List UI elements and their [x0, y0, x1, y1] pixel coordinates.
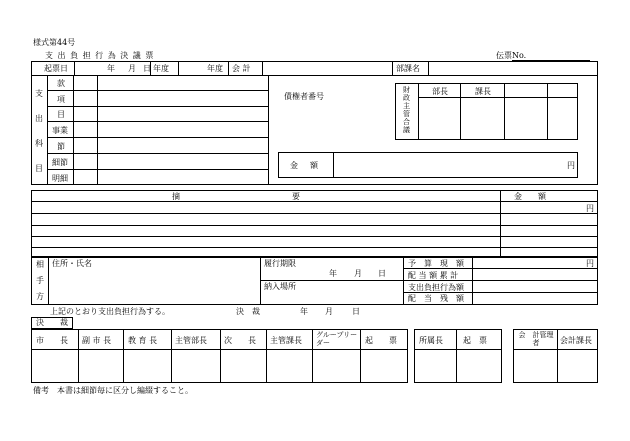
row-label-meisai: 明細 — [52, 174, 68, 183]
signature-divider — [312, 329, 313, 383]
sig-mayor: 市 長 — [36, 336, 68, 345]
decision-label: 決 裁 — [236, 307, 260, 316]
row-label-jigyou: 事業 — [52, 126, 68, 135]
row-label-kan: 款 — [57, 79, 65, 88]
row1-divider — [178, 61, 179, 75]
deadline-year: 年 — [329, 269, 337, 278]
signature-divider — [557, 329, 558, 383]
summary-header-line — [31, 201, 598, 202]
department-label: 部課名 — [396, 64, 420, 73]
budget-row-3: 支出負担行為額 — [408, 283, 464, 292]
director-label: 部長 — [432, 87, 448, 96]
sig-education-head: 教 育 長 — [128, 336, 158, 345]
left-row-line — [47, 137, 268, 138]
approval-divider — [418, 83, 419, 140]
decision-box-label: 決 裁 — [36, 318, 68, 327]
expenditure-char-3: 科 — [35, 139, 43, 148]
fiscal-year-label: 年度 — [153, 64, 169, 73]
account-label: 会 計 — [232, 64, 251, 73]
row-label-saisetsu: 細節 — [52, 158, 68, 167]
row-label-kou: 項 — [57, 95, 65, 104]
amount-divider — [333, 152, 334, 178]
amount-box — [278, 152, 578, 178]
expenditure-char-4: 目 — [35, 164, 43, 173]
sig-dept-head: 所属長 — [419, 336, 443, 345]
left-row-line — [47, 121, 268, 122]
counterparty-char-1: 相 — [36, 260, 44, 269]
sig-deputy-director: 次 長 — [224, 336, 256, 345]
form-number: 様式第44号 — [33, 38, 76, 47]
summary-row-line — [31, 225, 598, 226]
sig-accounting-chief: 会計課長 — [560, 336, 592, 345]
summary-amount-label: 金 額 — [514, 192, 546, 201]
sig-accounting-manager: 会 計管理者 — [518, 331, 554, 347]
left-row-line — [47, 106, 268, 107]
signature-divider — [78, 329, 79, 383]
sig-deputy-mayor: 副 市 長 — [82, 336, 112, 345]
left-row-line — [47, 153, 268, 154]
summary-label: 摘 要 — [172, 192, 300, 201]
sig-issuer: 起 票 — [365, 336, 397, 345]
deadline-label: 履行期限 — [264, 259, 296, 268]
row1-divider — [74, 61, 75, 75]
footer-note: 備考 本書は細節毎に区分し編綴すること。 — [33, 386, 193, 395]
deadline-day: 日 — [378, 269, 386, 278]
signature-divider — [456, 329, 457, 383]
signature-divider — [123, 329, 124, 383]
decision-month: 月 — [325, 307, 333, 316]
counterparty-divider — [472, 257, 473, 305]
left-block-divider — [268, 75, 269, 185]
creditor-number-label: 債権者番号 — [284, 92, 324, 101]
form-title: 支 出 負 担 行 為 決 議 票 — [45, 51, 155, 60]
decision-year: 年 — [300, 307, 308, 316]
approval-divider — [547, 83, 548, 140]
counterparty-char-2: 手 — [36, 276, 44, 285]
summary-yen: 円 — [586, 204, 594, 213]
row1-divider — [262, 61, 263, 75]
budget-row-1: 予 算 現 額 — [408, 259, 464, 268]
decision-statement: 上記のとおり支出負担行為する。 — [50, 307, 170, 316]
budget-row-4: 配 当 残 額 — [408, 294, 464, 303]
summary-row-line — [31, 236, 598, 237]
expenditure-char-2: 出 — [35, 114, 43, 123]
row1-divider — [392, 61, 393, 75]
left-row-line — [47, 169, 268, 170]
row-label-moku: 目 — [57, 110, 65, 119]
summary-row-line — [31, 213, 598, 214]
issue-year: 年 — [107, 64, 115, 73]
left-row-line — [47, 90, 268, 91]
row1-divider — [428, 61, 429, 75]
amount-yen: 円 — [567, 161, 575, 170]
sig-group-leader: グループリーダー — [316, 331, 358, 347]
signature-divider — [220, 329, 221, 383]
summary-row-line — [31, 247, 598, 248]
deadline-month: 月 — [354, 269, 362, 278]
counterparty-divider — [403, 257, 404, 305]
sig-director: 主管部長 — [175, 336, 207, 345]
address-name-label: 住所・氏名 — [52, 259, 92, 268]
issue-date-label: 起票日 — [44, 64, 68, 73]
signature-divider — [266, 329, 267, 383]
expenditure-char-1: 支 — [35, 89, 43, 98]
row1-bottom-line — [31, 75, 598, 76]
section-chief-label: 課長 — [475, 87, 491, 96]
delivery-place-label: 納入場所 — [264, 282, 296, 291]
counterparty-divider — [260, 257, 261, 305]
issue-day: 日 — [143, 64, 151, 73]
counterparty-char-3: 方 — [36, 292, 44, 301]
signature-header-line — [513, 349, 598, 350]
finance-council-label: 財政主管合議 — [403, 86, 410, 134]
approval-divider — [460, 83, 461, 140]
row-label-setsu: 節 — [57, 142, 65, 151]
slip-number-label: 伝票No. — [496, 51, 527, 60]
approval-header-line — [418, 97, 578, 98]
row1-divider — [150, 61, 151, 75]
decision-day: 日 — [352, 307, 360, 316]
budget-yen: 円 — [586, 259, 594, 268]
signature-header-line — [414, 349, 502, 350]
deadline-bottom-line — [260, 280, 403, 281]
counterparty-divider — [48, 257, 49, 305]
signature-divider — [360, 329, 361, 383]
fiscal-year-label-2: 年度 — [207, 64, 223, 73]
signature-divider — [171, 329, 172, 383]
approval-divider — [504, 83, 505, 140]
counterparty-section — [31, 257, 598, 305]
sig-section-head: 主管課長 — [270, 336, 302, 345]
issue-month: 月 — [128, 64, 136, 73]
sig-issuer-2: 起 票 — [463, 336, 487, 345]
row1-divider — [228, 61, 229, 75]
budget-row-2: 配 当 額 累 計 — [408, 271, 459, 280]
amount-label: 金 額 — [290, 161, 320, 170]
